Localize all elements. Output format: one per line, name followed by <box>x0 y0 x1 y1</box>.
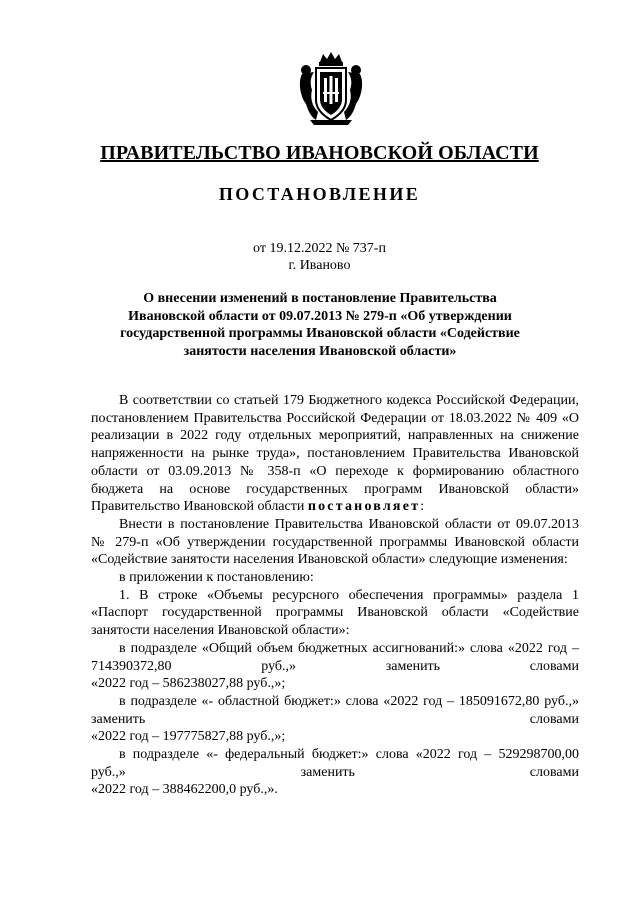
resolves-word: постановляет <box>307 499 421 515</box>
paragraph-total-allocations: в подразделе «Общий объем бюджетных ассигнований:» слова «2022 год – 714390372,80 руб.,» заменить словами <box>91 640 579 674</box>
paragraph-regional-budget: в подразделе «- областной бюджет:» слова «2022 год – 185091672,80 руб.,» заменить словами <box>91 693 579 727</box>
preamble-text: В соответствии со статьей 179 Бюджетного кодекса Российской Федерации, постановлением Правительства Российской Федерации от 18.03.2022 № 409 «О реализации в 2022 году отдельных мероприятий, направленных на снижение напряженности на рынке труда», постановлением Правительства Ивановской области от 03.09.2013 № 358-п «О переходе к формированию областного бюджета на основе государственных программ Ивановской области» Правительство Ивановской области <box>91 393 579 515</box>
organization-name: ПРАВИТЕЛЬСТВО ИВАНОВСКОЙ ОБЛАСТИ <box>100 142 539 164</box>
paragraph-item-1: 1. В строке «Объемы ресурсного обеспечения программы» раздела 1 «Паспорт государственной программы Ивановской области «Содействие занятости населения Ивановской области»: <box>91 587 579 639</box>
paragraph-annex: в приложении к постановлению: <box>119 570 314 586</box>
paragraph-regional-budget-new: «2022 год – 197775827,88 руб.,»; <box>91 729 286 745</box>
coat-of-arms-icon <box>296 52 366 126</box>
preamble-colon: : <box>420 499 425 515</box>
document-type: ПОСТАНОВЛЕНИЕ <box>218 184 421 204</box>
paragraph-preamble <box>91 392 579 516</box>
document-place: г. Иваново <box>288 258 351 273</box>
paragraph-total-allocations-new: «2022 год – 586238027,88 руб.,»; <box>91 676 286 692</box>
paragraph-federal-budget-new: «2022 год – 388462200,0 руб.,». <box>91 782 278 798</box>
paragraph-amend: Внести в постановление Правительства Ивановской области от 09.07.2013 № 279-п «Об утверждении государственной программы Ивановской области «Содействие занятости населения Ивановской области» следующие изменения: <box>91 516 579 568</box>
document-date-number: от 19.12.2022 № 737-п <box>253 241 386 256</box>
document-title: О внесении изменений в постановление Правительства Ивановской области от 09.07.2013 № 279-п «Об утверждении государственной программы Ивановской области «Содействие занятости населения Ивановской области» <box>120 291 520 359</box>
paragraph-federal-budget: в подразделе «- федеральный бюджет:» слова «2022 год – 529298700,00 руб.,» заменить словами <box>91 747 579 780</box>
document-body <box>91 392 579 799</box>
